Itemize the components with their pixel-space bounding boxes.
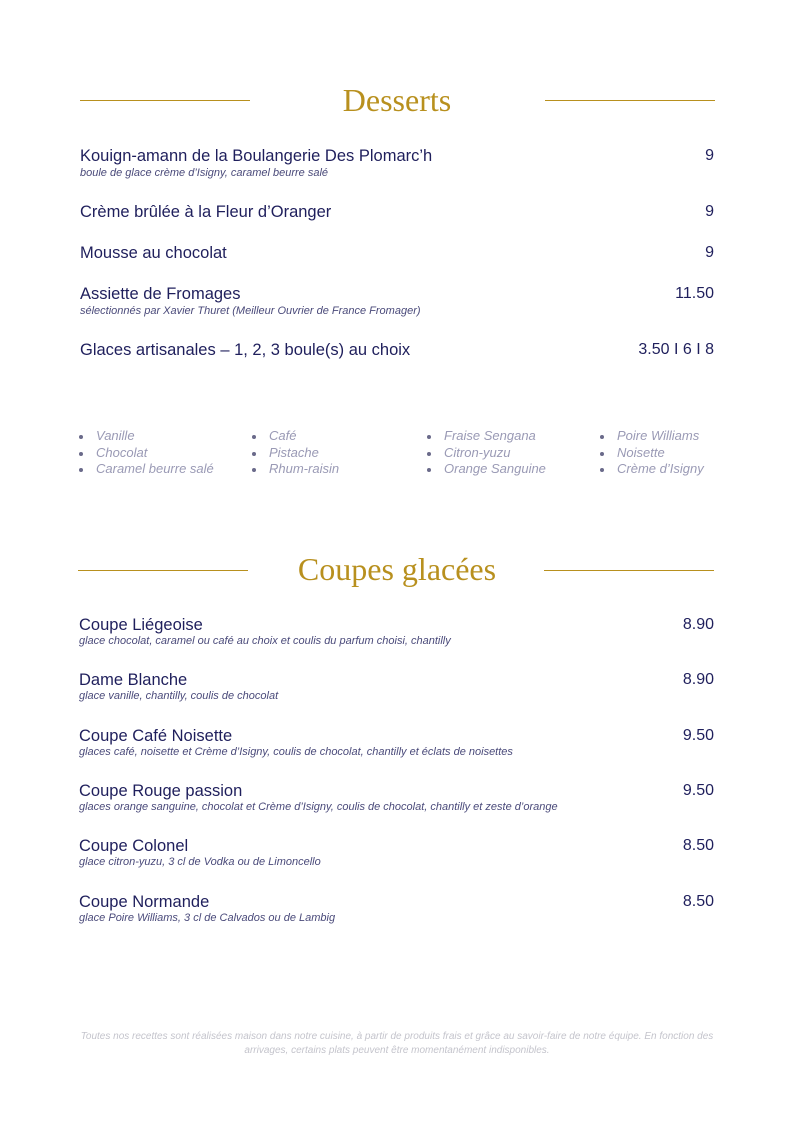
flavor-item: Vanille — [79, 428, 214, 445]
desserts-item-description: sélectionnés par Xavier Thuret (Meilleur Ouvrier de France Fromager) — [80, 305, 421, 317]
flavor-item: Noisette — [600, 445, 704, 462]
coupes-rule-right — [544, 570, 714, 571]
coupes-title: Coupes glacées — [297, 551, 497, 587]
coupes-item-name: Coupe Café Noisette — [79, 727, 233, 745]
flavor-column — [427, 428, 546, 478]
flavor-item: Crème d’Isigny — [600, 461, 704, 478]
flavor-column — [600, 428, 704, 478]
coupes-item-name: Coupe Colonel — [79, 837, 189, 855]
coupes-item-price: 8.50 — [682, 893, 714, 910]
coupes-item-price: 9.50 — [682, 782, 714, 799]
flavor-item: Caramel beurre salé — [79, 461, 214, 478]
desserts-item-price: 9 — [705, 203, 714, 220]
desserts-item-description: boule de glace crème d’Isigny, caramel beurre salé — [80, 167, 329, 179]
coupes-item-price: 8.90 — [682, 671, 714, 688]
desserts-rule-right — [545, 100, 715, 101]
coupes-item-name: Coupe Rouge passion — [79, 782, 243, 800]
desserts-item-price: 3.50 I 6 I 8 — [638, 341, 714, 358]
coupes-item-price: 9.50 — [682, 727, 714, 744]
coupes-item-description: glaces orange sanguine, chocolat et Crème d’Isigny, coulis de chocolat, chantilly et zeste d’orange — [79, 801, 558, 813]
flavor-item: Chocolat — [79, 445, 214, 462]
flavor-item: Café — [252, 428, 339, 445]
desserts-item-name: Assiette de Fromages — [80, 285, 241, 303]
coupes-item-name: Coupe Normande — [79, 893, 210, 911]
coupes-item-description: glace vanille, chantilly, coulis de chocolat — [79, 690, 279, 702]
footer-note: Toutes nos recettes sont réalisées maison dans notre cuisine, à partir de produits frais et grâce au savoir-faire de notre équipe. En fonction des arrivages, certains plats peuvent être momentanément indisponibles. — [80, 1031, 714, 1056]
coupes-item-description: glaces café, noisette et Crème d’Isigny, coulis de chocolat, chantilly et éclats de noisettes — [79, 746, 513, 758]
desserts-title: Desserts — [342, 82, 452, 118]
desserts-item-price: 9 — [705, 147, 714, 164]
flavor-item: Poire Williams — [600, 428, 704, 445]
flavor-item: Fraise Sengana — [427, 428, 546, 445]
desserts-item-name: Crème brûlée à la Fleur d’Oranger — [80, 203, 332, 221]
coupes-item-name: Dame Blanche — [79, 671, 188, 689]
coupes-item-name: Coupe Liégeoise — [79, 616, 203, 634]
coupes-item-description: glace Poire Williams, 3 cl de Calvados ou de Lambig — [79, 912, 336, 924]
coupes-item-description: glace chocolat, caramel ou café au choix et coulis du parfum choisi, chantilly — [79, 635, 451, 647]
flavor-column — [79, 428, 214, 478]
coupes-item-description: glace citron-yuzu, 3 cl de Vodka ou de Limoncello — [79, 856, 321, 868]
desserts-item-name: Mousse au chocolat — [80, 244, 227, 262]
flavor-item: Rhum-raisin — [252, 461, 339, 478]
desserts-item-name: Kouign-amann de la Boulangerie Des Plomarc’h — [80, 147, 433, 165]
coupes-item-price: 8.90 — [682, 616, 714, 633]
flavor-column — [252, 428, 339, 478]
flavor-item: Pistache — [252, 445, 339, 462]
desserts-item-price: 11.50 — [675, 285, 714, 302]
desserts-item-price: 9 — [705, 244, 714, 261]
flavor-item: Orange Sanguine — [427, 461, 546, 478]
coupes-item-price: 8.50 — [682, 837, 714, 854]
flavor-item: Citron-yuzu — [427, 445, 546, 462]
desserts-item-name: Glaces artisanales – 1, 2, 3 boule(s) au choix — [80, 341, 411, 359]
